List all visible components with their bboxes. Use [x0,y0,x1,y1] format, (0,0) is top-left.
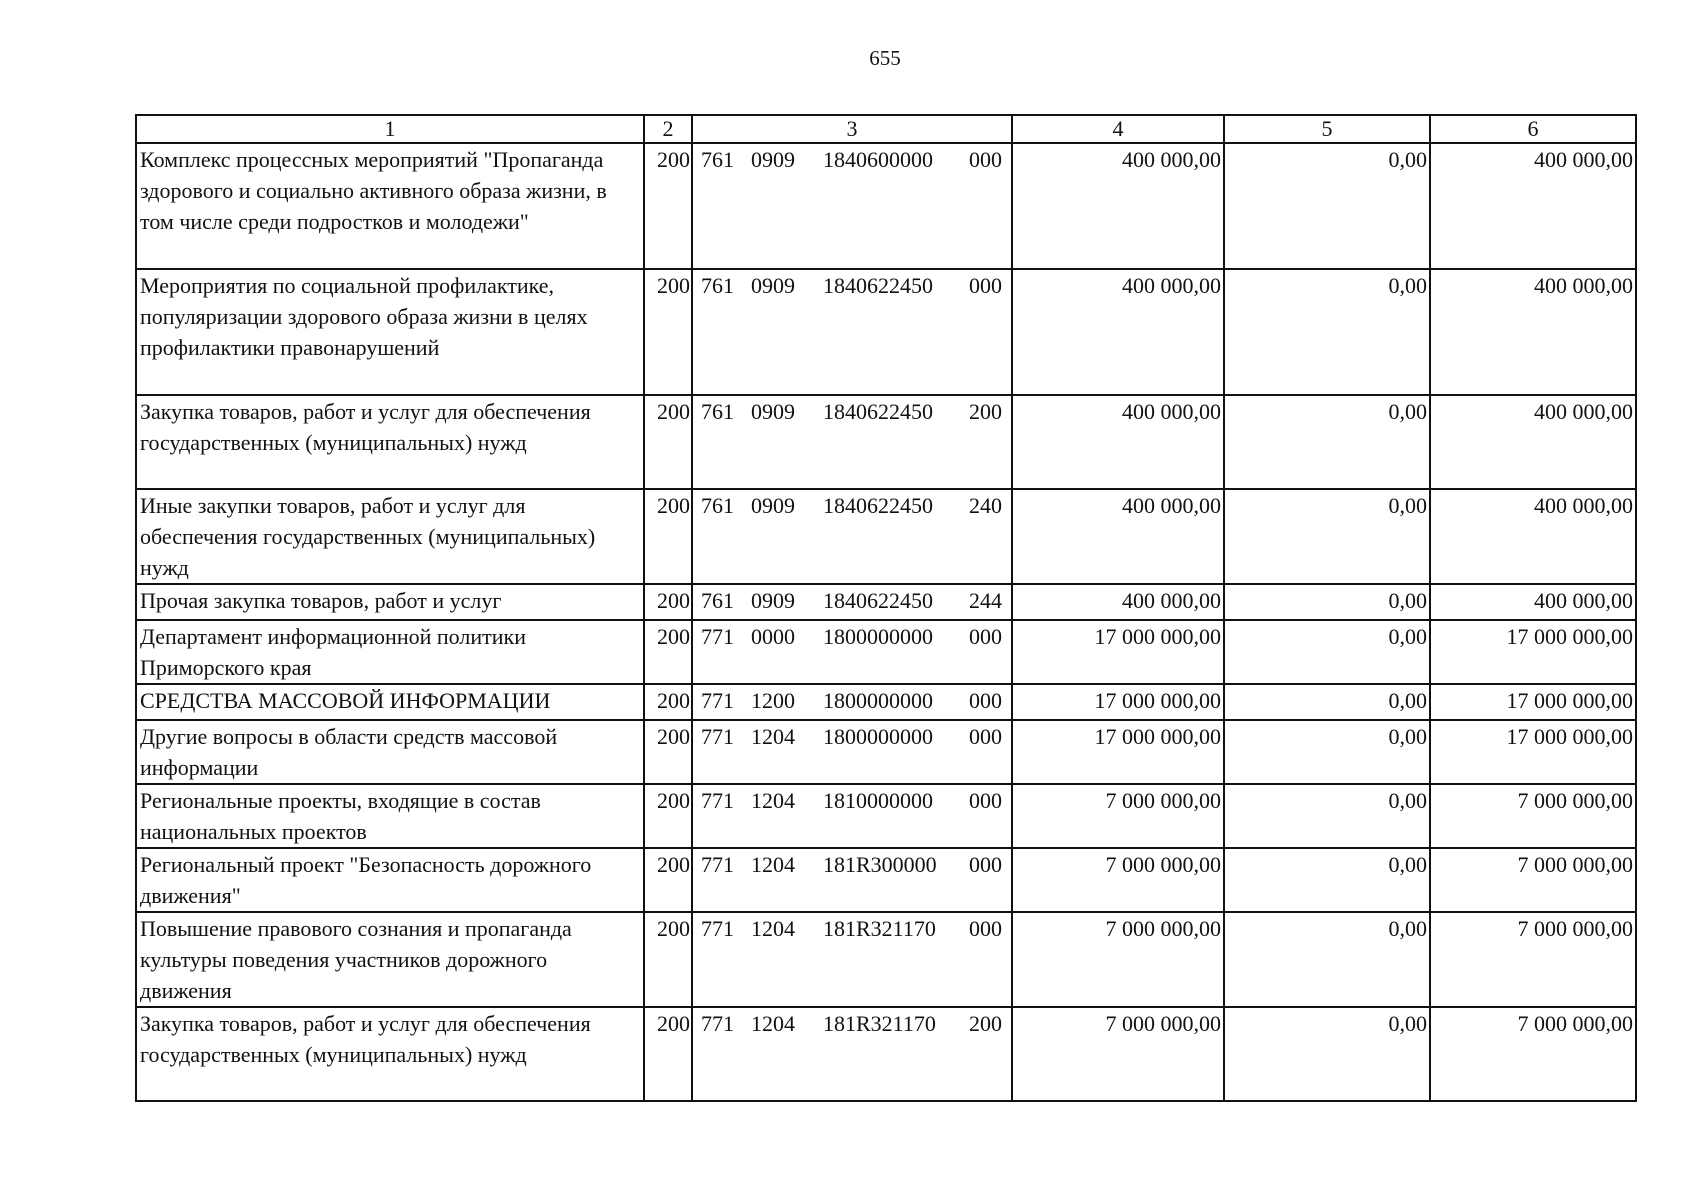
row-name: Комплекс процессных мероприятий "Пропаганда здорового и социально активного образа жизни, в том числе среди подростков и молодежи" [136,143,644,269]
row-col6: 7 000 000,00 [1430,784,1636,848]
code-expense-type: 000 [969,147,1002,172]
code-expense-type: 000 [969,688,1002,713]
row-col5: 0,00 [1224,1007,1430,1101]
row-col6: 400 000,00 [1430,395,1636,489]
code-expense-type: 000 [969,852,1002,877]
column-header-3: 3 [692,115,1012,143]
row-name: Другие вопросы в области средств массовой информации [136,720,644,784]
code-ministry: 761 [701,147,734,172]
row-col4: 400 000,00 [1012,584,1224,620]
code-section: 1204 [751,788,795,813]
row-col2: 200 [644,143,692,269]
row-col4: 7 000 000,00 [1012,848,1224,912]
row-col6: 17 000 000,00 [1430,620,1636,684]
row-col4: 400 000,00 [1012,395,1224,489]
code-expense-type: 200 [969,1011,1002,1036]
row-col5: 0,00 [1224,489,1430,584]
row-col6: 7 000 000,00 [1430,1007,1636,1101]
row-name: Региональный проект "Безопасность дорожного движения" [136,848,644,912]
row-col5: 0,00 [1224,684,1430,720]
table-row [136,489,1636,584]
code-ministry: 771 [701,788,734,813]
row-col5: 0,00 [1224,720,1430,784]
table-row [136,269,1636,395]
row-col6: 400 000,00 [1430,489,1636,584]
code-expense-type: 200 [969,399,1002,424]
code-target: 181R300000 [823,852,937,877]
code-section: 1204 [751,852,795,877]
row-codes [692,912,1012,1007]
table-row [136,620,1636,684]
code-target: 1840622450 [823,588,933,613]
row-col6: 400 000,00 [1430,143,1636,269]
code-ministry: 761 [701,588,734,613]
row-col4: 7 000 000,00 [1012,1007,1224,1101]
row-col6: 17 000 000,00 [1430,684,1636,720]
row-col5: 0,00 [1224,784,1430,848]
row-col5: 0,00 [1224,269,1430,395]
code-ministry: 771 [701,724,734,749]
code-ministry: 761 [701,273,734,298]
row-col4: 7 000 000,00 [1012,912,1224,1007]
code-section: 0000 [751,624,795,649]
row-col5: 0,00 [1224,584,1430,620]
code-expense-type: 000 [969,788,1002,813]
row-codes [692,620,1012,684]
row-col5: 0,00 [1224,620,1430,684]
row-codes [692,489,1012,584]
code-target: 181R321170 [823,1011,936,1036]
row-col4: 17 000 000,00 [1012,720,1224,784]
row-col6: 7 000 000,00 [1430,848,1636,912]
code-section: 1204 [751,724,795,749]
column-number-row [136,115,1636,143]
code-ministry: 761 [701,399,734,424]
code-expense-type: 000 [969,273,1002,298]
code-section: 1204 [751,916,795,941]
row-name: Мероприятия по социальной профилактике, популяризации здорового образа жизни в целях профилактики правонарушений [136,269,644,395]
row-col2: 200 [644,395,692,489]
row-col2: 200 [644,620,692,684]
code-ministry: 771 [701,852,734,877]
code-expense-type: 000 [969,624,1002,649]
row-col2: 200 [644,784,692,848]
table-row [136,720,1636,784]
row-name: Региональные проекты, входящие в состав национальных проектов [136,784,644,848]
code-section: 1204 [751,1011,795,1036]
row-name: Департамент информационной политики Приморского края [136,620,644,684]
code-target: 181R321170 [823,916,936,941]
code-target: 1840622450 [823,273,933,298]
row-col6: 400 000,00 [1430,269,1636,395]
row-col4: 400 000,00 [1012,489,1224,584]
row-col2: 200 [644,489,692,584]
column-header-2: 2 [644,115,692,143]
code-ministry: 771 [701,688,734,713]
budget-table [135,114,1637,1102]
code-target: 1840622450 [823,493,933,518]
row-codes [692,584,1012,620]
code-target: 1800000000 [823,624,933,649]
table-row [136,1007,1636,1101]
code-section: 1200 [751,688,795,713]
row-col4: 17 000 000,00 [1012,620,1224,684]
code-target: 1840600000 [823,147,933,172]
row-name: Прочая закупка товаров, работ и услуг [136,584,644,620]
row-col5: 0,00 [1224,848,1430,912]
table-row [136,848,1636,912]
column-header-5: 5 [1224,115,1430,143]
row-codes [692,395,1012,489]
row-col2: 200 [644,1007,692,1101]
row-name: Закупка товаров, работ и услуг для обеспечения государственных (муниципальных) нужд [136,1007,644,1101]
row-codes [692,269,1012,395]
code-expense-type: 000 [969,724,1002,749]
table-row [136,584,1636,620]
code-ministry: 761 [701,493,734,518]
row-codes [692,684,1012,720]
row-col2: 200 [644,720,692,784]
code-section: 0909 [751,399,795,424]
code-section: 0909 [751,273,795,298]
code-target: 1800000000 [823,688,933,713]
code-expense-type: 240 [969,493,1002,518]
row-col6: 17 000 000,00 [1430,720,1636,784]
row-col4: 400 000,00 [1012,269,1224,395]
row-col4: 7 000 000,00 [1012,784,1224,848]
column-header-4: 4 [1012,115,1224,143]
code-target: 1800000000 [823,724,933,749]
code-section: 0909 [751,147,795,172]
code-target: 1840622450 [823,399,933,424]
row-col2: 200 [644,269,692,395]
row-name: Закупка товаров, работ и услуг для обеспечения государственных (муниципальных) нужд [136,395,644,489]
row-col6: 400 000,00 [1430,584,1636,620]
table-row [136,784,1636,848]
table-row [136,912,1636,1007]
row-col6: 7 000 000,00 [1430,912,1636,1007]
row-col5: 0,00 [1224,395,1430,489]
code-ministry: 771 [701,624,734,649]
column-header-6: 6 [1430,115,1636,143]
column-header-1: 1 [136,115,644,143]
code-ministry: 771 [701,1011,734,1036]
table-row [136,684,1636,720]
code-expense-type: 000 [969,916,1002,941]
row-col5: 0,00 [1224,912,1430,1007]
row-name: Иные закупки товаров, работ и услуг для обеспечения государственных (муниципальных) нужд [136,489,644,584]
code-target: 1810000000 [823,788,933,813]
row-col2: 200 [644,848,692,912]
table-row [136,143,1636,269]
row-col2: 200 [644,584,692,620]
row-col5: 0,00 [1224,143,1430,269]
code-section: 0909 [751,493,795,518]
row-col2: 200 [644,912,692,1007]
row-codes [692,784,1012,848]
row-col2: 200 [644,684,692,720]
row-codes [692,848,1012,912]
code-section: 0909 [751,588,795,613]
code-expense-type: 244 [969,588,1002,613]
table-row [136,395,1636,489]
page-number: 655 [869,46,901,70]
row-codes [692,143,1012,269]
row-name: Повышение правового сознания и пропаганда культуры поведения участников дорожного движения [136,912,644,1007]
row-codes [692,1007,1012,1101]
row-col4: 17 000 000,00 [1012,684,1224,720]
code-ministry: 771 [701,916,734,941]
row-codes [692,720,1012,784]
row-name: СРЕДСТВА МАССОВОЙ ИНФОРМАЦИИ [136,684,644,720]
row-col4: 400 000,00 [1012,143,1224,269]
